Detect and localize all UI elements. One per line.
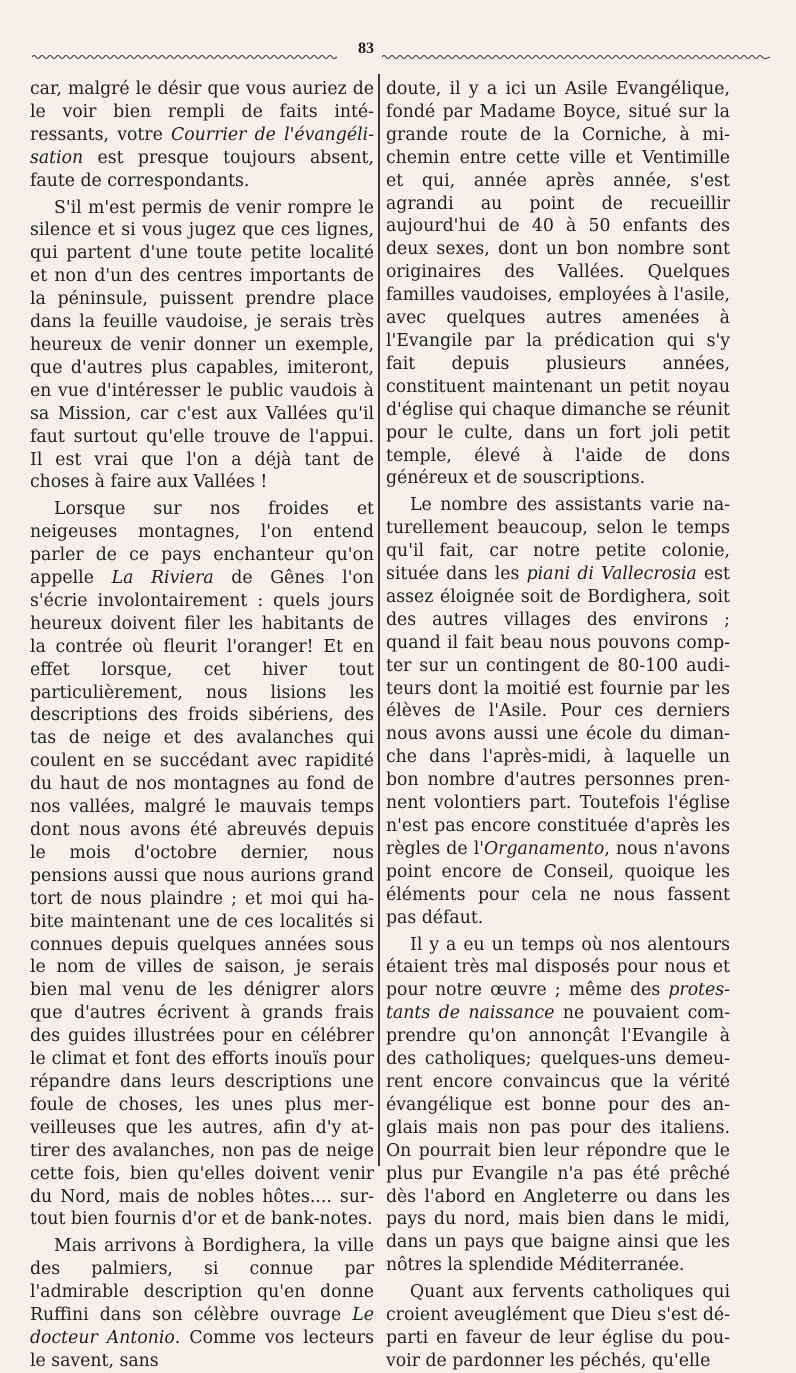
paragraph-text: S'il m'est permis de venir rompre le silence et si vous jugez que ces lignes, qui partent d'une toute petite localité et non d'un des centres importants de la péninsule, puissent prendre place dans la feuille vaudoise, je serais très heureux de venir donner un exemple, que d'autres plus capables, imiteront, en vue d'intéresser le public vaudois à sa Mission, car c'est aux Vallées qu'il faut surtout qu'elle trouve de l'appui. Il est vrai que l'on a déjà tant de choses à faire aux Vallées ! (30, 197, 374, 493)
paragraph-text: Mais arrivons à Bordighera, la ville des palmiers, si connue par l'admirable description qu'en donne Ruffini dans son célèbre ouvrage (30, 1236, 374, 1326)
paragraph (386, 494, 730, 929)
paragraph (386, 78, 730, 490)
italic-text: Organamento (484, 838, 605, 859)
paragraph-text: est presque toujours absent, faute de correspondants. (30, 147, 374, 191)
italic-text: Le docteur Antonio (30, 1305, 374, 1348)
italic-text: La Riviera (111, 568, 214, 589)
paragraph-text: doute, il y a ici un Asile Evangélique, fondé par Madame Boyce, situé sur la grande route de la Corniche, à mi-chemin entre cette ville et Ventimille et qui, année après année, s'est agrandi au point de recueillir aujourd'hui de 40 à 50 enfants des deux sexes, dont un bon nombre sont originaires des Vallées. Quelques familles vaudoises, employées à l'asile, avec quelques autres amenées à l'Evangile par la prédication qui s'y fait depuis plusieurs années, constituent maintenant un petit noyau d'église qui chaque dimanche se réunit pour le culte, dans un fort joli petit temple, élevé à l'aide de dons généreux et de souscriptions. (386, 79, 730, 489)
header-rule-left (32, 54, 337, 60)
paragraph (386, 934, 730, 1278)
italic-text: piani di Vallecrosia (526, 564, 697, 585)
column-divider (378, 74, 380, 1166)
right-column (386, 78, 730, 1373)
paragraph-text: Le nombre des assistants varie naturellement beaucoup, selon le temps qu'il fait, car notre petite colonie, située dans les (386, 495, 730, 585)
paragraph (30, 78, 374, 193)
paragraph-text: Il y a eu un temps où nos alentours étaient très mal disposés pour nous et pour notre œuvre ; même des (386, 934, 730, 1001)
paragraph-text: , nous n'avons point encore de Conseil, quoique les éléments pour cela ne nous fassent pas défaut. (386, 838, 730, 928)
italic-text: Courrier de l'évangélisation (30, 124, 374, 168)
paragraph-text: ne pouvaient comprendre qu'on annonçât l'Evangile à des catholiques; quelques-uns demeurent encore convaincus que la vérité évangélique est bonne pour des anglais mais non pas pour des italiens. On pourrait bien leur répondre que le plus pur Evangile n'a pas été prêché dès l'abord en Angleterre ou dans les pays du nord, mais bien dans le midi, dans un pays que baigne ainsi que les nôtres la splendide Méditerranée. (386, 1003, 730, 1276)
page-header (32, 40, 770, 70)
paragraph-text: de Gênes l'on s'écrie involontairement : quels jours heureux doivent filer les habitants de la contrée où fleurit l'oranger! Et en effet lorsque, cet hiver tout particulièrement, nous lisions les descriptions des froids sibériens, des tas de neige et des avalanches qui coulent en se succédant avec rapidité du haut de nos montagnes au fond de nos vallées, malgré le mauvais temps dont nous avons été abreuvés depuis le mois d'octobre dernier, nous pensions aussi que nous aurions grand tort de nous plaindre ; et moi qui habite maintenant une de ces localités si connues depuis quelques années sous le nom de villes de saison, je serais bien mal venu de les dénigrer alors que d'autres écrivent à grands frais des guides illustrées pour en célébrer le climat et font des efforts inouïs pour répandre dans leurs descriptions une foule de choses, les unes plus merveilleuses que les autres, afin d'y attirer des avalanches, non pas de neige cette fois, bien qu'elles doivent venir du Nord, mais de nobles hôtes.... surtout bien fournis d'or et de bank-notes. (30, 568, 374, 1230)
paragraph (30, 498, 374, 1231)
paragraph-text: est assez éloignée soit de Bordighera, soit des autres villages des environs ; quand il fait beau nous pouvons compter sur un contingent de 80-100 auditeurs dont la moitié est fournie par les élèves de l'Asile. Pour ces derniers nous avons aussi une école du dimanche dans l'après-midi, à laquelle un bon nombre d'autres personnes prennent volontiers part. Toutefois l'église n'est pas encore constituée d'après les règles de l' (386, 564, 730, 859)
paragraph-text: Quant aux fervents catholiques qui croient aveuglément que Dieu s'est départi en faveur de leur église du pouvoir de pardonner les péchés, qu'elle (386, 1282, 730, 1371)
paragraph (386, 1281, 730, 1373)
header-rule-right (382, 54, 770, 60)
page-number: 83 (358, 40, 374, 57)
paragraph-text: Lorsque sur nos froides et neigeuses montagnes, l'on entend parler de ce pays enchanteur qu'on appelle (30, 499, 374, 589)
paragraph-text: car, malgré le désir que vous auriez de le voir bien rempli de faits intéressants, votre (30, 79, 374, 145)
left-column (30, 78, 374, 1373)
italic-text: protestants de naissance (386, 980, 730, 1024)
paragraph (30, 1235, 374, 1372)
paragraph-text: . Comme vos lecteurs le savent, sans (30, 1327, 374, 1371)
paragraph (30, 197, 374, 495)
